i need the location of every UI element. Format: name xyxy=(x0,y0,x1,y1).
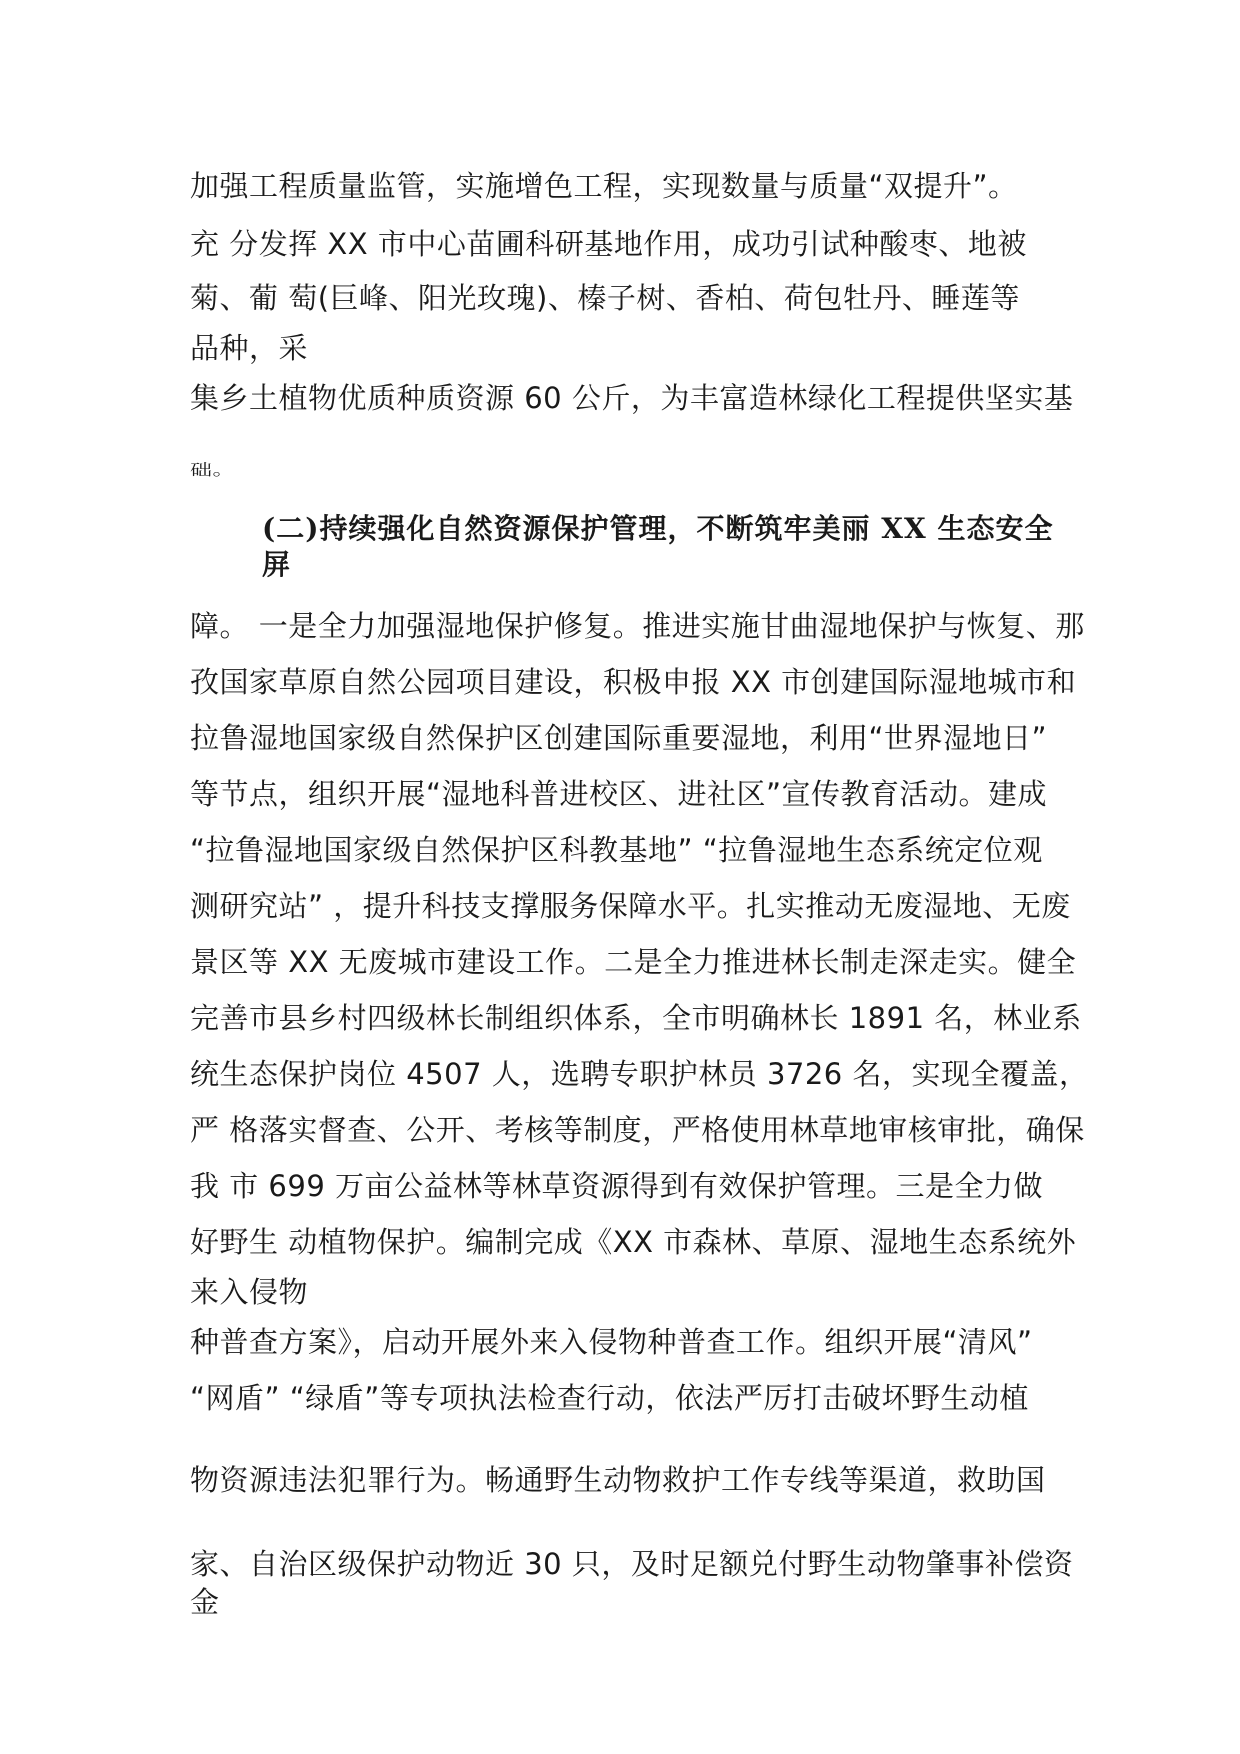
text-line: 物资源违法犯罪行为。畅通野生动物救护工作专线等渠道，救助国 xyxy=(190,1463,1046,1497)
section-heading: 屏 xyxy=(262,548,292,581)
text-line: “拉鲁湿地国家级自然保护区科教基地” “拉鲁湿地生态系统定位观 xyxy=(190,833,1043,867)
text-line: 严 格落实督查、公开、考核等制度，严格使用林草地审核审批，确保 xyxy=(190,1113,1085,1147)
text-line: 菊、葡 萄(巨峰、阳光玫瑰)、榛子树、香柏、荷包牡丹、睡莲等 xyxy=(190,281,1020,315)
text-line: 充 分发挥 XX 市中心苗圃科研基地作用，成功引试种酸枣、地被 xyxy=(190,227,1027,261)
text-line: 拉鲁湿地国家级自然保护区创建国际重要湿地，利用“世界湿地日” xyxy=(190,721,1048,755)
section-heading: (二)持续强化自然资源保护管理，不断筑牢美丽 XX 生态安全 xyxy=(262,512,1054,545)
text-line: 孜国家草原自然公园项目建设，积极申报 XX 市创建国际湿地城市和 xyxy=(190,665,1077,699)
text-line: 家、自治区级保护动物近 30 只，及时足额兑付野生动物肇事补偿资 xyxy=(190,1547,1074,1581)
text-line: 统生态保护岗位 4507 人，选聘专职护林员 3726 名，实现全覆盖， xyxy=(190,1057,1089,1091)
text-line-fragment: 础。 xyxy=(190,461,236,479)
text-line: 加强工程质量监管，实施增色工程，实现数量与质量“双提升”。 xyxy=(190,169,1018,203)
text-line: “网盾” “绿盾”等专项执法检查行动，依法严厉打击破坏野生动植 xyxy=(190,1381,1029,1415)
text-line: 来入侵物 xyxy=(190,1275,309,1309)
text-line: 金 xyxy=(190,1585,220,1619)
text-line: 品种，采 xyxy=(190,331,309,365)
text-line: 我 市 699 万亩公益林等林草资源得到有效保护管理。三是全力做 xyxy=(190,1169,1044,1203)
text-line: 好野生 动植物保护。编制完成《XX 市森林、草原、湿地生态系统外 xyxy=(190,1225,1077,1259)
text-line: 测研究站” ，提升科技支撑服务保障水平。扎实推动无废湿地、无废 xyxy=(190,889,1071,923)
text-line: 集乡土植物优质种质资源 60 公斤，为丰富造林绿化工程提供坚实基 xyxy=(190,381,1074,415)
text-line: 等节点，组织开展“湿地科普进校区、进社区”宣传教育活动。建成 xyxy=(190,777,1048,811)
text-line: 景区等 XX 无废城市建设工作。二是全力推进林长制走深走实。健全 xyxy=(190,945,1077,979)
text-line: 完善市县乡村四级林长制组织体系，全市明确林长 1891 名，林业系 xyxy=(190,1001,1082,1035)
text-line: 种普查方案》，启动开展外来入侵物种普查工作。组织开展“清风” xyxy=(190,1325,1033,1359)
text-line: 障。 一是全力加强湿地保护修复。推进实施甘曲湿地保护与恢复、那 xyxy=(190,609,1085,643)
